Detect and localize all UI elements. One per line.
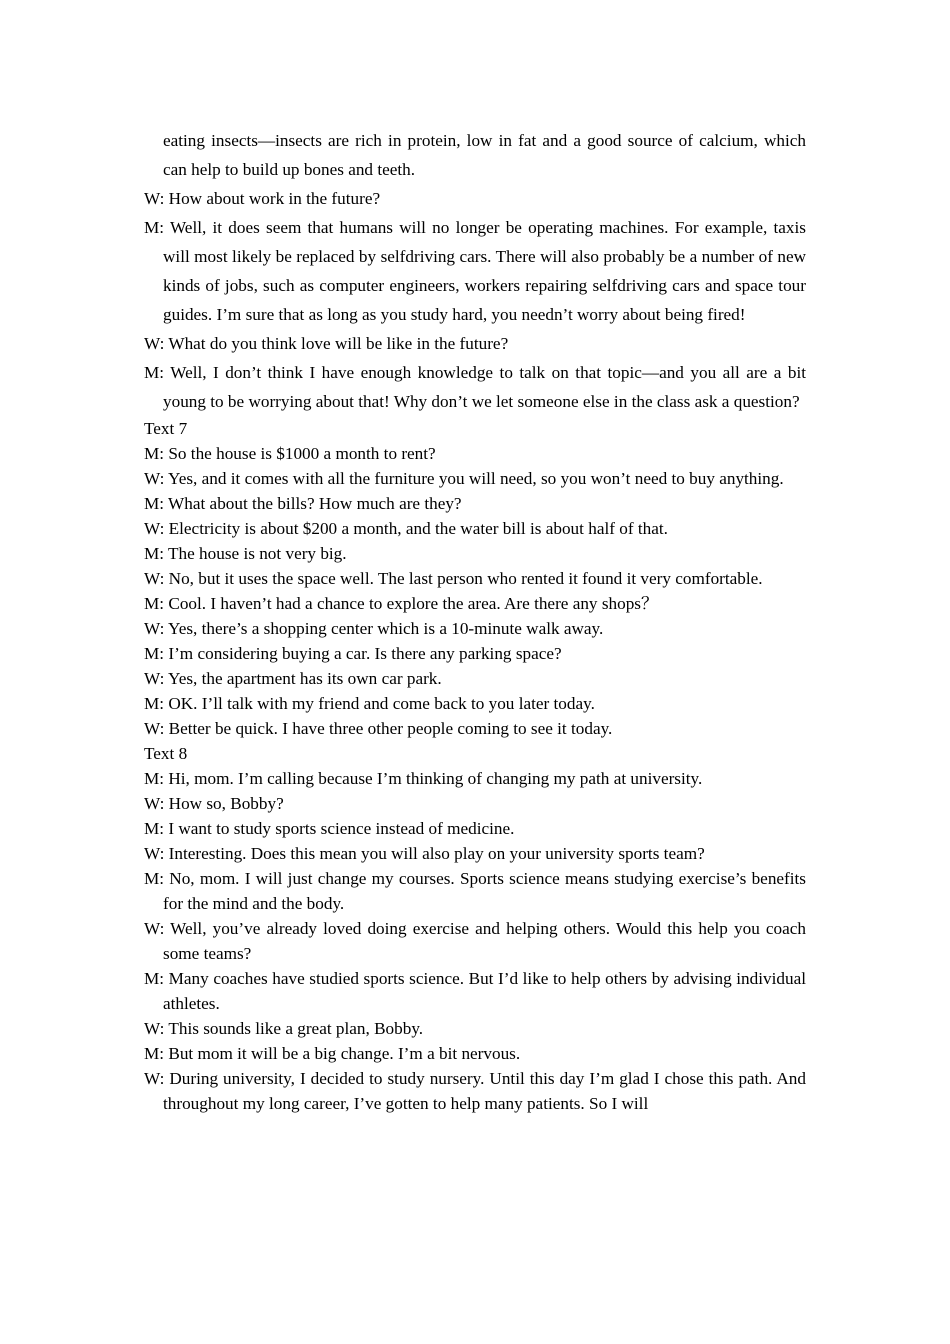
document-page	[144, 126, 806, 1116]
dialogue-line: W: This sounds like a great plan, Bobby.	[144, 1019, 424, 1038]
dialogue-line: M: What about the bills? How much are they?	[144, 494, 462, 513]
dialogue-line: M: Well, it does seem that humans will no longer be operating machines. For example, taxis will most likely be replaced by selfdriving cars. There will also probably be a number of new kinds of jobs, such as computer engineers, workers repairing selfdriving cars and space tour guides. I’m sure that as long as you study hard, you needn’t worry about being fired!	[144, 218, 806, 324]
dialogue-line: W: Yes, and it comes with all the furniture you will need, so you won’t need to buy anything.	[144, 469, 784, 488]
dialogue-line: M: Many coaches have studied sports science. But I’d like to help others by advising individual athletes.	[144, 969, 806, 1013]
text7-heading: Text 7	[144, 419, 188, 438]
dialogue-line: M: Cool. I haven’t had a chance to explore the area. Are there any shops？	[144, 594, 659, 613]
dialogue-line: W: Electricity is about $200 a month, and the water bill is about half of that.	[144, 519, 668, 538]
dialogue-line: W: Yes, the apartment has its own car park.	[144, 669, 442, 688]
dialogue-line: W: During university, I decided to study nursery. Until this day I’m glad I chose this path. And throughout my long career, I’ve gotten to help many patients. So I will	[144, 1069, 806, 1113]
dialogue-line: W: No, but it uses the space well. The last person who rented it found it very comfortable.	[144, 569, 763, 588]
dialogue-line: M: No, mom. I will just change my courses. Sports science means studying exercise’s benefits for the mind and the body.	[144, 869, 806, 913]
dialogue-line: M: The house is not very big.	[144, 544, 347, 563]
dialogue-line-continuation: eating insects—insects are rich in protein, low in fat and a good source of calcium, which can help to build up bones and teeth.	[163, 131, 806, 179]
dialogue-line: W: Better be quick. I have three other people coming to see it today.	[144, 719, 613, 738]
dialogue-line: M: I want to study sports science instead of medicine.	[144, 819, 515, 838]
dialogue-line: M: So the house is $1000 a month to rent?	[144, 444, 436, 463]
dialogue-line: W: How so, Bobby?	[144, 794, 284, 813]
text8-heading: Text 8	[144, 744, 188, 763]
dialogue-line: W: What do you think love will be like in the future?	[144, 334, 509, 353]
dialogue-line: M: OK. I’ll talk with my friend and come back to you later today.	[144, 694, 595, 713]
dialogue-line: W: Well, you’ve already loved doing exercise and helping others. Would this help you coach some teams?	[144, 919, 806, 963]
dialogue-line: W: How about work in the future?	[144, 189, 381, 208]
dialogue-line: M: Well, I don’t think I have enough knowledge to talk on that topic—and you all are a bit young to be worrying about that! Why don’t we let someone else in the class ask a question?	[144, 363, 806, 411]
dialogue-line: W: Interesting. Does this mean you will also play on your university sports team?	[144, 844, 705, 863]
dialogue-line: M: Hi, mom. I’m calling because I’m thinking of changing my path at university.	[144, 769, 703, 788]
dialogue-line: W: Yes, there’s a shopping center which is a 10-minute walk away.	[144, 619, 604, 638]
dialogue-line: M: But mom it will be a big change. I’m a bit nervous.	[144, 1044, 521, 1063]
dialogue-line: M: I’m considering buying a car. Is there any parking space?	[144, 644, 562, 663]
